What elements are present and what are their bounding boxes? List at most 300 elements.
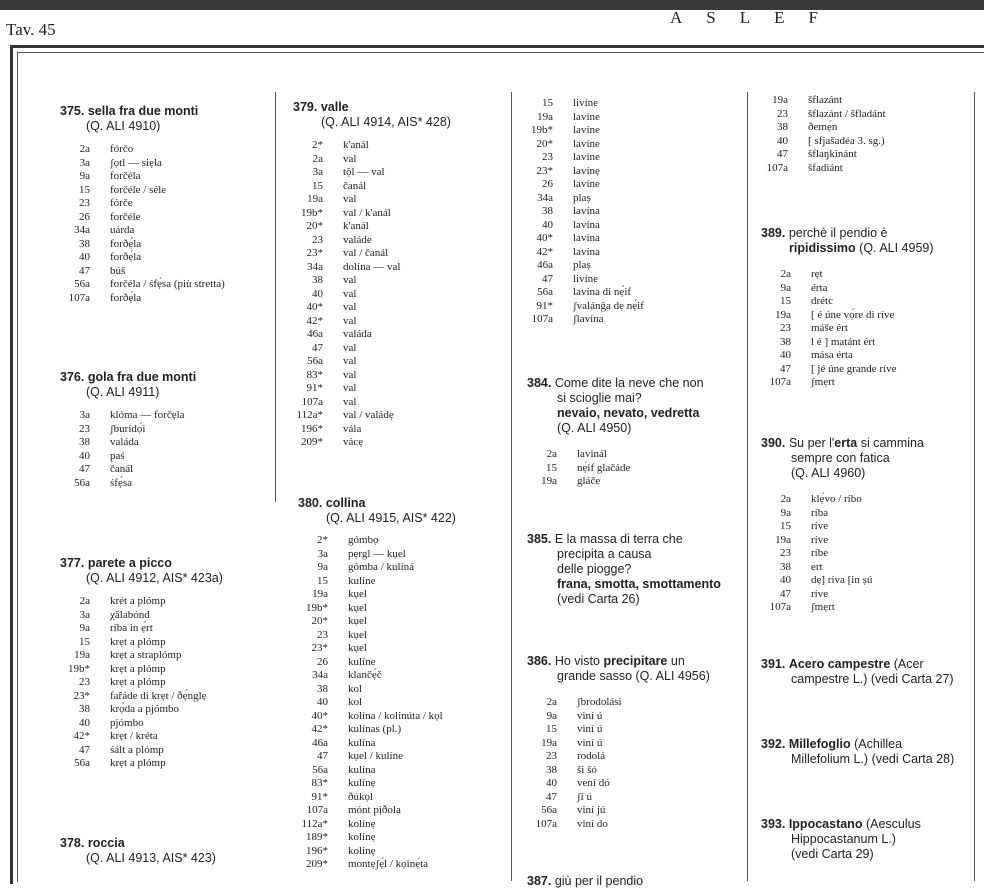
entry-386 bbox=[527, 654, 747, 831]
dialect-row bbox=[60, 143, 270, 157]
location-code: 40 bbox=[79, 251, 90, 263]
location-code: 40 bbox=[780, 349, 791, 361]
location-code: 34a bbox=[537, 191, 553, 204]
location-code: 23 bbox=[542, 151, 553, 163]
dialect-form: lavíne bbox=[573, 124, 600, 136]
location-code: 83* bbox=[306, 368, 323, 381]
dialect-form: ríve bbox=[811, 587, 829, 600]
dialect-row bbox=[758, 162, 973, 176]
location-code: 23 bbox=[780, 547, 791, 559]
dialect-row bbox=[298, 804, 508, 818]
location-code: 15 bbox=[79, 635, 90, 648]
entry-title: (Acer bbox=[893, 657, 924, 671]
entry-title: sempre con fatica bbox=[791, 451, 890, 465]
dialect-row bbox=[60, 238, 270, 252]
location-code: 15 bbox=[546, 723, 557, 735]
dialect-form: viní ú bbox=[577, 723, 603, 735]
location-code: 38 bbox=[780, 335, 791, 348]
dialect-form: ert bbox=[811, 560, 823, 573]
location-code: 40 bbox=[546, 777, 557, 789]
dialect-form: [ jé úne grande ríve bbox=[811, 362, 897, 375]
dialect-row bbox=[60, 609, 270, 623]
entry-title: Hippocastanum L.) bbox=[791, 832, 896, 846]
dialect-form: forčéle bbox=[110, 210, 141, 223]
location-code: 26 bbox=[79, 210, 90, 223]
location-code: 23* bbox=[311, 642, 328, 654]
dialect-row bbox=[298, 710, 508, 724]
dialect-form: dẹ] ríva [in ṣú bbox=[811, 574, 873, 586]
entry-387 bbox=[527, 874, 747, 889]
entry-title: valle bbox=[320, 100, 349, 114]
location-code: 9a bbox=[79, 170, 90, 182]
location-code: 19a bbox=[537, 110, 553, 123]
dialect-row bbox=[293, 342, 508, 356]
dialect-form: klančẹ́č bbox=[348, 669, 382, 681]
dialect-form: gómba / kulíná bbox=[348, 561, 414, 573]
entry-title: (Aesculus bbox=[865, 817, 921, 831]
header-letter: F bbox=[808, 8, 820, 27]
location-code: 23 bbox=[780, 322, 791, 334]
dialect-form: ʃọtl — siẹla bbox=[110, 156, 162, 169]
location-code: 2a bbox=[780, 268, 791, 280]
entry-384 bbox=[527, 376, 747, 489]
entry-heading bbox=[60, 556, 270, 586]
entry-title: un bbox=[670, 654, 685, 668]
dialect-row bbox=[523, 151, 743, 165]
dialect-row bbox=[60, 278, 270, 292]
dialect-form: lavínẹ bbox=[573, 164, 600, 177]
dialect-row bbox=[60, 690, 270, 704]
entry-reference: (Q. ALI 4915, AIS* 422) bbox=[326, 511, 456, 525]
location-code: 47 bbox=[780, 362, 791, 375]
dialect-row bbox=[298, 723, 508, 737]
entry-383-continued bbox=[523, 97, 743, 327]
dialect-form: kulíne bbox=[348, 655, 376, 668]
dialect-list bbox=[60, 595, 270, 771]
location-code: 23* bbox=[536, 164, 553, 177]
dialect-row bbox=[523, 232, 743, 246]
location-code: 38 bbox=[79, 237, 90, 250]
dialect-row bbox=[293, 436, 508, 450]
dialect-form: kolínẹ bbox=[348, 844, 376, 857]
location-code: 23* bbox=[73, 689, 90, 702]
location-code: 3a bbox=[312, 166, 323, 178]
dialect-form: plaṣ bbox=[573, 191, 591, 204]
dialect-list bbox=[761, 268, 973, 390]
dialect-form: val bbox=[343, 382, 357, 394]
location-code: 83* bbox=[311, 777, 328, 789]
location-code: 47 bbox=[546, 790, 557, 803]
dialect-row bbox=[527, 737, 747, 751]
location-code: 3a bbox=[79, 409, 90, 421]
dialect-form: forðẹ́la bbox=[110, 251, 142, 263]
dialect-form: klẹ́vo / ríbo bbox=[811, 493, 862, 505]
entry-380 bbox=[298, 496, 508, 872]
dialect-form: montẹʃẹ́l / kọinẹ́ta bbox=[348, 858, 429, 870]
dialect-row bbox=[298, 791, 508, 805]
entry-number: 376. bbox=[60, 370, 85, 384]
location-code: 9a bbox=[79, 622, 90, 634]
dialect-row bbox=[298, 737, 508, 751]
location-code: 56a bbox=[74, 476, 90, 489]
location-code: 40 bbox=[312, 287, 323, 300]
entry-number: 391. bbox=[761, 657, 786, 671]
dialect-row bbox=[293, 328, 508, 342]
dialect-list bbox=[527, 696, 747, 831]
dialect-row bbox=[293, 220, 508, 234]
dialect-row bbox=[293, 207, 508, 221]
location-code: 47 bbox=[542, 272, 553, 285]
entry-number: 379. bbox=[293, 100, 318, 114]
entry-heading bbox=[60, 836, 270, 866]
dialect-form: lavíne bbox=[573, 137, 600, 150]
column-divider bbox=[275, 92, 276, 502]
entry-title: roccia bbox=[87, 836, 125, 850]
location-code: 23 bbox=[312, 233, 323, 246]
dialect-row bbox=[60, 157, 270, 171]
dialect-row bbox=[60, 717, 270, 731]
dialect-row bbox=[298, 831, 508, 845]
dialect-row bbox=[60, 292, 270, 306]
entry-number: 380. bbox=[298, 496, 323, 510]
dialect-row bbox=[60, 649, 270, 663]
location-code: 91* bbox=[536, 299, 553, 312]
dialect-form: krét a plómp bbox=[110, 595, 166, 607]
dialect-form: krẹt a plómp bbox=[110, 662, 166, 675]
dialect-row bbox=[523, 313, 743, 327]
dialect-row bbox=[293, 315, 508, 329]
dialect-form: k'anál bbox=[343, 220, 369, 232]
dialect-form: máše ért bbox=[811, 322, 848, 334]
location-code: 34a bbox=[307, 260, 323, 273]
dialect-row bbox=[523, 273, 743, 287]
location-code: 46a bbox=[307, 328, 323, 340]
location-code: 38 bbox=[780, 560, 791, 573]
dialect-list bbox=[523, 97, 743, 327]
dialect-form: ríba bbox=[811, 506, 829, 519]
dialect-form: šflazánt bbox=[808, 94, 843, 106]
dialect-form: kulíne bbox=[348, 574, 376, 587]
dialect-row bbox=[298, 845, 508, 859]
entry-393 bbox=[761, 817, 973, 862]
entry-title: si cammina bbox=[860, 436, 924, 450]
dialect-row bbox=[761, 336, 973, 350]
location-code: 107a bbox=[301, 395, 323, 408]
location-code: 38 bbox=[542, 205, 553, 217]
dialect-form: ríve bbox=[811, 533, 829, 546]
entry-title: parete a picco bbox=[87, 556, 172, 570]
dialect-row bbox=[60, 265, 270, 279]
location-code: 196* bbox=[306, 844, 328, 857]
entry-title: Millefolium L.) (vedi Carta 28) bbox=[791, 752, 955, 766]
location-code: 112a* bbox=[301, 817, 328, 830]
dialect-row bbox=[298, 683, 508, 697]
dialect-list bbox=[60, 409, 270, 490]
dialect-row bbox=[761, 561, 973, 575]
entry-number: 377. bbox=[60, 556, 85, 570]
dialect-form: lavína bbox=[573, 232, 600, 244]
entry-title: (vedi Carta 29) bbox=[791, 847, 874, 861]
dialect-row bbox=[298, 696, 508, 710]
dialect-form: čanál bbox=[343, 179, 367, 192]
dialect-row bbox=[60, 595, 270, 609]
dialect-row bbox=[761, 588, 973, 602]
location-code: 23 bbox=[79, 197, 90, 209]
dialect-row bbox=[60, 423, 270, 437]
location-code: 15 bbox=[780, 295, 791, 307]
location-code: 2a bbox=[780, 493, 791, 505]
entry-reference: (Q. ALI 4911) bbox=[86, 385, 160, 399]
dialect-row bbox=[293, 274, 508, 288]
dialect-row bbox=[293, 301, 508, 315]
dialect-form: val bbox=[343, 287, 357, 300]
location-code: 47 bbox=[79, 463, 90, 475]
dialect-row bbox=[60, 409, 270, 423]
dialect-row bbox=[761, 295, 973, 309]
location-code: 2a bbox=[312, 152, 323, 165]
location-code: 2a bbox=[546, 696, 557, 708]
entry-title: perchè il pendio è bbox=[788, 226, 888, 240]
location-code: 23 bbox=[317, 628, 328, 641]
entry-heading bbox=[761, 737, 973, 767]
location-code: 9a bbox=[317, 561, 328, 573]
dialect-form: val bbox=[343, 314, 357, 327]
dialect-form: ʃvalánğa dẹ nẹ́if bbox=[573, 299, 644, 312]
dialect-form: ši šó bbox=[577, 763, 597, 776]
dialect-row bbox=[527, 696, 747, 710]
dialect-row bbox=[761, 547, 973, 561]
dialect-row bbox=[527, 462, 747, 476]
location-code: 2a bbox=[546, 448, 557, 460]
location-code: 9a bbox=[780, 506, 791, 519]
location-code: 196* bbox=[301, 422, 323, 435]
location-code: 107a bbox=[535, 817, 557, 830]
dialect-row bbox=[523, 286, 743, 300]
entry-keyword: frana, smotta, smottamento bbox=[557, 577, 721, 591]
dialect-row bbox=[761, 493, 973, 507]
dialect-form: krẹt a plómp bbox=[110, 635, 166, 648]
entry-number: 393. bbox=[761, 817, 786, 831]
dialect-form: val bbox=[343, 193, 357, 205]
header-letter: A bbox=[670, 8, 685, 27]
location-code: 2* bbox=[312, 139, 323, 151]
header-letter: L bbox=[739, 8, 753, 27]
dialect-form: l é ] matánt ért bbox=[811, 335, 876, 348]
location-code: 46a bbox=[537, 259, 553, 271]
location-code: 56a bbox=[74, 757, 90, 769]
dialect-form: kụel bbox=[348, 601, 367, 614]
dialect-form: viní do bbox=[577, 817, 608, 830]
dialect-form: val / valádẹ bbox=[343, 409, 394, 421]
dialect-row bbox=[298, 750, 508, 764]
dialect-form: kụel bbox=[348, 588, 367, 600]
dialect-form: faȓáde di krẹt / ðẹ́nglẹ bbox=[110, 689, 207, 702]
entry-heading bbox=[298, 496, 508, 526]
dialect-form: fórčo bbox=[110, 143, 134, 155]
dialect-form: livíne bbox=[573, 272, 599, 285]
dialect-row bbox=[293, 423, 508, 437]
entry-title: Su per l' bbox=[788, 436, 835, 450]
entry-number: 389. bbox=[761, 226, 786, 240]
entry-379 bbox=[293, 100, 508, 450]
dialect-row bbox=[293, 166, 508, 180]
location-code: 209* bbox=[301, 436, 323, 448]
location-code: 19a bbox=[74, 649, 90, 661]
dialect-form: kolínẹ bbox=[348, 831, 376, 843]
location-code: 26 bbox=[317, 655, 328, 668]
location-code: 47 bbox=[317, 750, 328, 762]
dialect-row bbox=[293, 153, 508, 167]
entry-385 bbox=[527, 532, 747, 607]
location-code: 19a bbox=[541, 736, 557, 749]
dialect-form: val bbox=[343, 274, 357, 286]
dialect-form: klóma — forčẹla bbox=[110, 409, 185, 421]
dialect-row bbox=[293, 139, 508, 153]
location-code: 107a bbox=[769, 376, 791, 388]
dialect-row bbox=[761, 268, 973, 282]
dialect-row bbox=[60, 636, 270, 650]
dialect-list bbox=[298, 534, 508, 872]
dialect-form: kụel / kulíne bbox=[348, 750, 403, 762]
entry-keyword: Millefoglio bbox=[788, 737, 851, 751]
location-code: 47 bbox=[312, 341, 323, 354]
entry-title: giù per il pendio bbox=[554, 874, 644, 888]
dialect-row bbox=[761, 282, 973, 296]
dialect-row bbox=[293, 369, 508, 383]
entry-title: sella fra due monti bbox=[87, 104, 199, 118]
dialect-row bbox=[523, 219, 743, 233]
location-code: 42* bbox=[306, 314, 323, 327]
dialect-row bbox=[293, 180, 508, 194]
dialect-form: val / k'anál bbox=[343, 206, 391, 219]
dialect-form: lavína bbox=[573, 245, 600, 258]
entry-number: 378. bbox=[60, 836, 85, 850]
location-code: 15 bbox=[317, 574, 328, 587]
entry-number: 385. bbox=[527, 532, 552, 546]
dialect-form: gómbọ bbox=[348, 534, 379, 546]
location-code: 209* bbox=[306, 858, 328, 870]
entry-390 bbox=[761, 436, 973, 615]
location-code: 91* bbox=[311, 790, 328, 803]
entry-heading bbox=[60, 370, 270, 400]
dialect-row bbox=[523, 138, 743, 152]
location-code: 47 bbox=[777, 148, 788, 160]
dialect-form: val bbox=[343, 152, 357, 165]
entry-keyword: ripidissimo bbox=[789, 241, 856, 255]
entry-heading bbox=[761, 226, 973, 256]
dialect-row bbox=[523, 165, 743, 179]
dialect-list bbox=[761, 493, 973, 615]
dialect-form: valáde bbox=[343, 233, 372, 246]
location-code: 40* bbox=[306, 301, 323, 313]
plate-number: Tav. 45 bbox=[6, 20, 56, 39]
dialect-row bbox=[60, 170, 270, 184]
dialect-row bbox=[60, 757, 270, 771]
dialect-form: lavíne bbox=[573, 178, 600, 190]
entry-title: gola fra due monti bbox=[87, 370, 197, 384]
location-code: 42* bbox=[536, 245, 553, 258]
dialect-form: ʃi ú bbox=[577, 790, 592, 803]
entry-number: 392. bbox=[761, 737, 786, 751]
dialect-row bbox=[761, 507, 973, 521]
dialect-form: forčéla bbox=[110, 170, 141, 182]
dialect-form: kụel bbox=[348, 642, 367, 654]
entry-377 bbox=[60, 556, 270, 771]
location-code: 3a bbox=[79, 156, 90, 169]
dialect-row bbox=[527, 750, 747, 764]
dialect-row bbox=[60, 436, 270, 450]
dialect-form: kụel bbox=[348, 628, 367, 641]
dialect-form: lavíne bbox=[573, 110, 600, 123]
column-divider bbox=[511, 92, 512, 881]
entry-keyword: precipitare bbox=[603, 654, 668, 668]
entry-title: delle piogge? bbox=[557, 562, 632, 576]
entry-title: Come dite la neve che non bbox=[554, 376, 704, 390]
dialect-form: śált a plómp bbox=[110, 743, 164, 756]
location-code: 23 bbox=[777, 107, 788, 120]
dialect-form: rẹt bbox=[811, 268, 823, 280]
location-code: 38 bbox=[312, 274, 323, 286]
dialect-row bbox=[298, 642, 508, 656]
location-code: 2a bbox=[79, 595, 90, 607]
dialect-form: viní jú bbox=[577, 804, 606, 816]
location-code: 15 bbox=[780, 520, 791, 532]
dialect-row bbox=[527, 475, 747, 489]
dialect-row bbox=[60, 730, 270, 744]
dialect-row bbox=[523, 205, 743, 219]
dialect-form: paś bbox=[110, 449, 125, 462]
location-code: 3a bbox=[79, 608, 90, 621]
dialect-row bbox=[761, 309, 973, 323]
dialect-row bbox=[758, 94, 973, 108]
dialect-row bbox=[293, 409, 508, 423]
entry-keyword: Ippocastano bbox=[788, 817, 863, 831]
dialect-form: ðemẹ́n bbox=[808, 121, 838, 133]
location-code: 20* bbox=[306, 220, 323, 232]
entry-heading bbox=[527, 532, 747, 607]
location-code: 15 bbox=[79, 183, 90, 196]
column-divider bbox=[747, 92, 748, 881]
dialect-form: tộl — val bbox=[343, 166, 385, 178]
dialect-row bbox=[761, 534, 973, 548]
location-code: 15 bbox=[312, 179, 323, 192]
location-code: 46a bbox=[312, 736, 328, 749]
dialect-row bbox=[298, 656, 508, 670]
dialect-list bbox=[293, 139, 508, 450]
dialect-row bbox=[523, 178, 743, 192]
dialect-form: kulína bbox=[348, 736, 376, 749]
dialect-row bbox=[523, 111, 743, 125]
dialect-form: vení dó bbox=[577, 777, 610, 789]
location-code: 40 bbox=[79, 716, 90, 729]
location-code: 38 bbox=[777, 121, 788, 133]
entry-keyword: Acero campestre bbox=[788, 657, 891, 671]
entry-keyword: erta bbox=[834, 436, 858, 450]
dialect-form: kolínẹ bbox=[348, 817, 376, 830]
location-code: 19a bbox=[312, 588, 328, 600]
location-code: 19b* bbox=[301, 206, 323, 219]
dialect-row bbox=[761, 376, 973, 390]
dialect-form: val bbox=[343, 368, 357, 381]
location-code: 2a bbox=[79, 143, 90, 155]
location-code: 107a bbox=[306, 804, 328, 816]
location-code: 23 bbox=[79, 422, 90, 435]
dialect-row bbox=[60, 251, 270, 265]
dialect-form: pẹrgl — kụel bbox=[348, 547, 406, 560]
dialect-form: kol bbox=[348, 682, 363, 695]
dialect-row bbox=[293, 382, 508, 396]
dialect-row bbox=[298, 575, 508, 589]
